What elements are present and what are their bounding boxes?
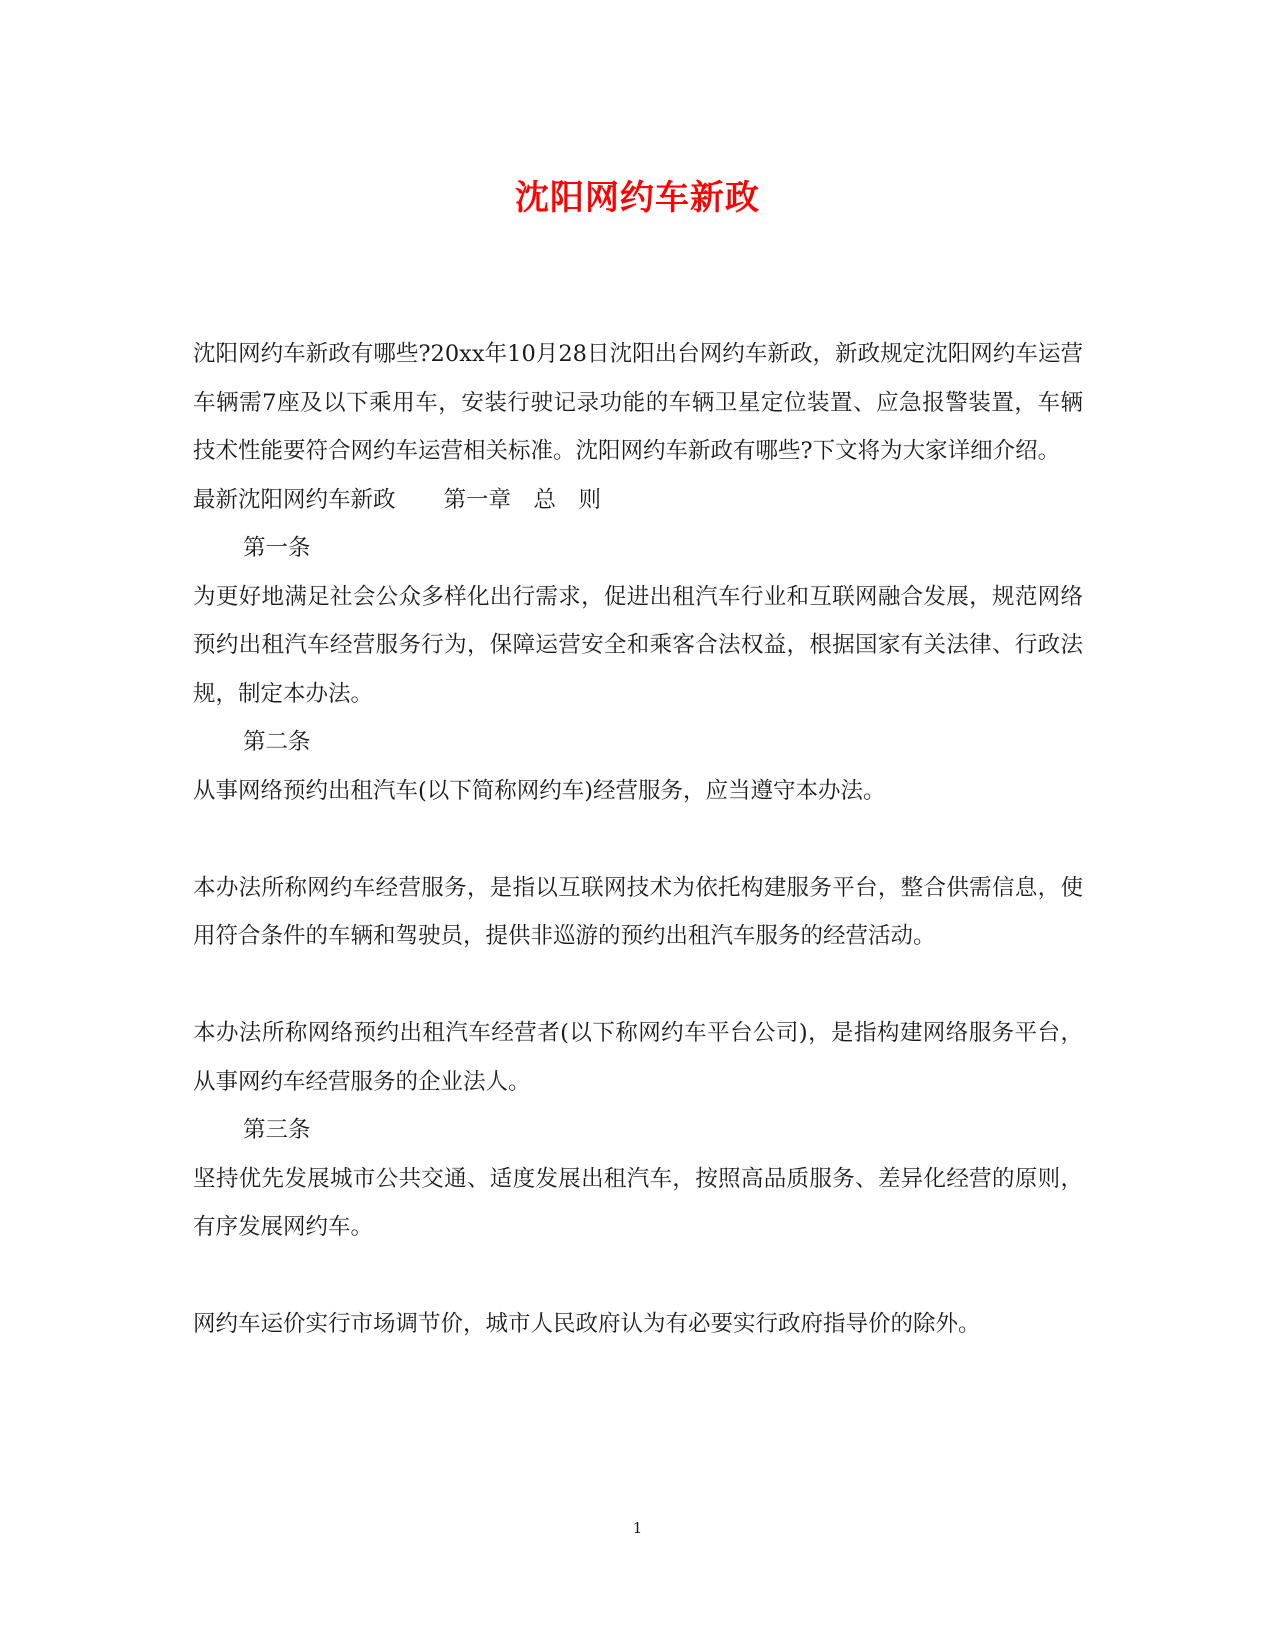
paragraph-gap [193,961,1083,1010]
chapter-heading: 第一章 总 则 [443,486,602,513]
document-title: 沈阳网约车新政 [515,178,760,218]
intro-paragraph: 沈阳网约车新政有哪些?20xx年10月28日沈阳出台网约车新政，新政规定沈阳网约车运营车辆需7座及以下乘用车，安装行驶记录功能的车辆卫星定位装置、应急报警装置，车辆技术性能要符合网约车运营相关标准。沈阳网约车新政有哪些?下文将为大家详细介绍。 [193,341,1083,464]
article-2-paragraph-3: 本办法所称网络预约出租汽车经营者(以下称网约车平台公司)，是指构建网络服务平台，从事网约车经营服务的企业法人。 [193,1020,1083,1095]
article-1-text: 为更好地满足社会公众多样化出行需求，促进出租汽车行业和互联网融合发展，规范网络预约出租汽车经营服务行为，保障运营安全和乘客合法权益，根据国家有关法律、行政法规，制定本办法。 [193,583,1083,707]
article-2-text: 从事网络预约出租汽车(以下简称网约车)经营服务，应当遵守本办法。 [193,777,886,804]
article-1-label: 第一条 [243,535,311,561]
page-number: 1 [632,1519,643,1537]
heading-left: 最新沈阳网约车新政 [193,486,396,513]
article-3-label: 第三条 [243,1117,311,1143]
article-2-paragraph-2: 本办法所称网约车经营服务，是指以互联网技术为依托构建服务平台，整合供需信息，使用符合条件的车辆和驾驶员，提供非巡游的预约出租汽车服务的经营活动。 [193,874,1083,949]
document-body [193,330,1083,1349]
article-2-label: 第二条 [243,729,311,755]
chapter-heading-line [193,476,1083,525]
article-3-text: 坚持优先发展城市公共交通、适度发展出租汽车，按照高品质服务、差异化经营的原则，有序发展网约车。 [193,1165,1083,1240]
paragraph-gap [193,815,1083,864]
paragraph-gap [193,1252,1083,1301]
article-3-paragraph-2: 网约车运价实行市场调节价，城市人民政府认为有必要实行政府指导价的除外。 [193,1311,981,1337]
